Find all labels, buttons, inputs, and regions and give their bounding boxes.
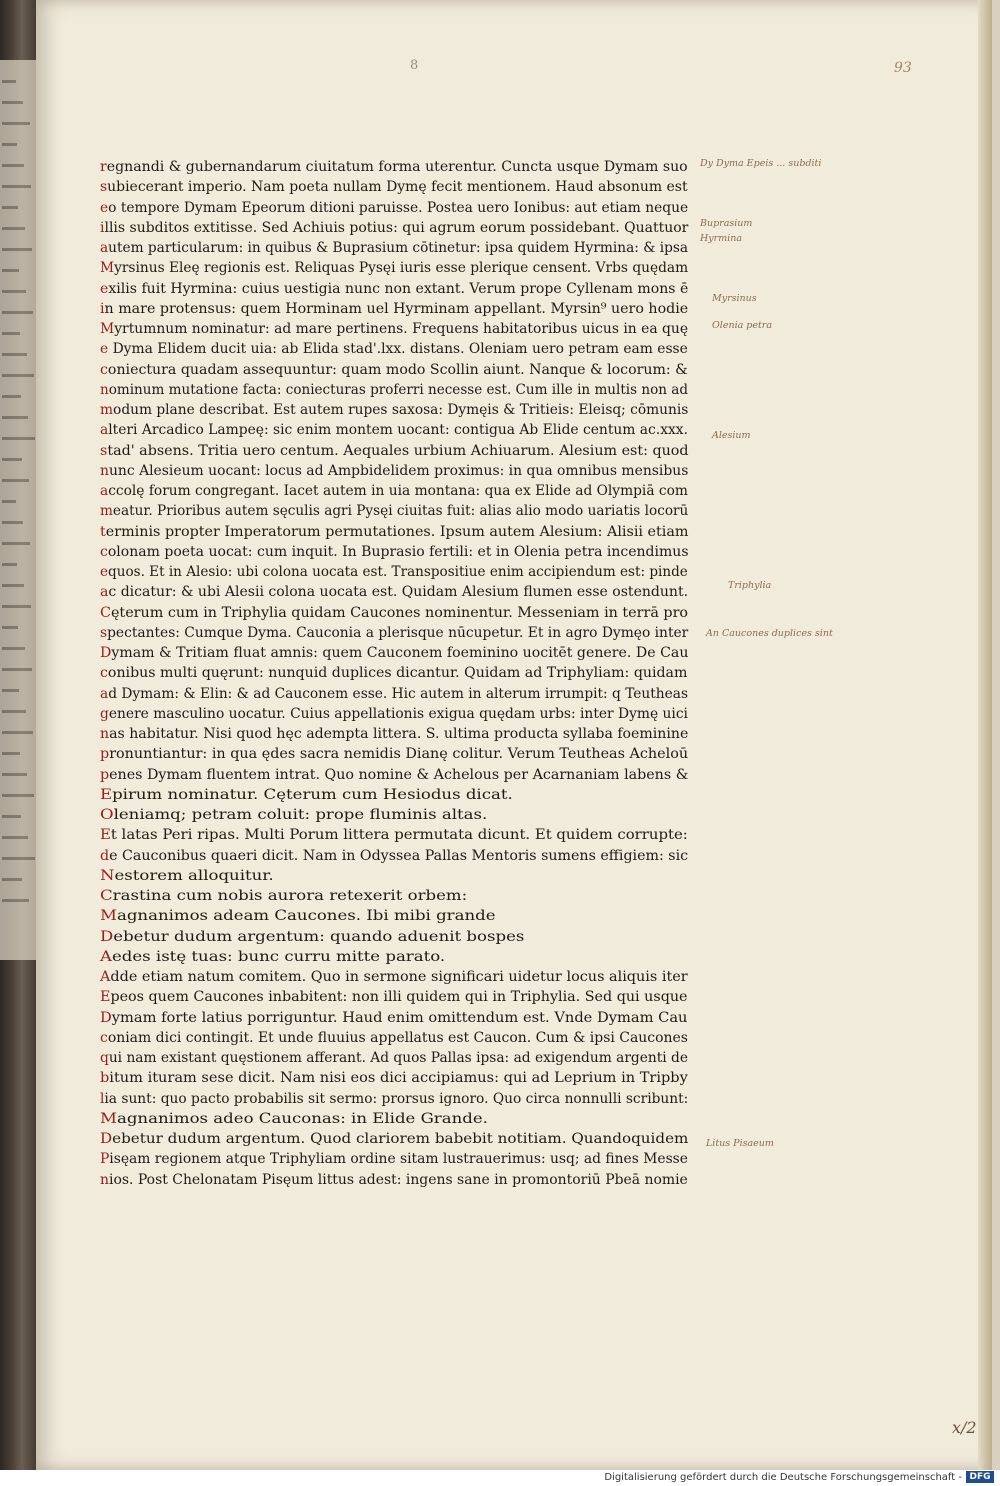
corner-signature-mark: x/2	[952, 1418, 977, 1437]
adjacent-page-text-trace	[2, 689, 19, 692]
adjacent-page-text-trace	[2, 584, 24, 587]
text-line: Oleniamq; petram coluit: prope fluminis altas.	[100, 807, 488, 823]
adjacent-page-text-trace	[2, 563, 17, 566]
text-line: e Dyma Elidem ducit uia: ab Elida stad'.lxx. distans. Oleniam uero petram eam esse	[100, 341, 688, 358]
adjacent-page-text-trace	[2, 206, 18, 209]
text-line: meatur. Prioribus autem sęculis agri Pysęi ciuitas fuit: alias alio modo uariatis locorū	[100, 503, 689, 520]
adjacent-page-text-trace	[2, 416, 28, 419]
text-line: spectantes: Cumque Dyma. Cauconia a plerisque nūcupetur. Et in agro Dymęo inter	[100, 624, 689, 641]
text-line: autem particularum: in quibus & Buprasium cōtinetur: ipsa quidem Hyrmina: & ipsa	[100, 240, 689, 256]
adjacent-page-text-trace	[2, 122, 30, 125]
adjacent-page-text-trace	[2, 437, 35, 440]
text-line: illis subditos extitisse. Sed Achiuis potius: qui agrum eorum possidebant. Quattuor	[100, 219, 689, 236]
marginal-note: Alesium	[712, 430, 751, 441]
text-line: coniectura quadam assequuntur: quam modo Scollin aiunt. Nanque & locorum: &	[100, 361, 688, 378]
adjacent-page-text-trace	[2, 332, 20, 335]
text-line: nas habitatur. Nisi quod hęc adempta littera. S. ultima producta syllaba foeminine	[100, 726, 689, 742]
text-line: Dymam forte latius porriguntur. Haud enim omittendum est. Vnde Dymam Cau	[100, 1009, 688, 1026]
adjacent-page-text-trace	[2, 899, 29, 902]
adjacent-page-text-trace	[2, 647, 25, 650]
text-line: Nestorem alloquitur.	[100, 867, 274, 884]
text-line: ac dicatur: & ubi Alesii colona uocata est. Quidam Alesium flumen esse ostendunt.	[100, 584, 689, 601]
text-line: conibus multi quęrunt: nunquid duplices dicantur. Quidam ad Triphyliam: quidam	[100, 665, 688, 682]
adjacent-page-text-trace	[2, 458, 22, 461]
text-line: Cęterum cum in Triphylia quidam Caucones nominentur. Messeniam in terrā pro	[100, 604, 689, 621]
adjacent-page-sliver	[0, 60, 38, 960]
adjacent-page-text-trace	[2, 353, 27, 356]
adjacent-page-text-trace	[2, 269, 19, 272]
text-line: Debetur dudum argentum. Quod clariorem babebit notitiam. Quandoquidem	[100, 1131, 689, 1147]
text-line: pronuntiantur: in qua ędes sacra nemidis Dianę colitur. Verum Teutheas Acheloū	[100, 746, 689, 763]
text-line: subiecerant imperio. Nam poeta nullam Dymę fecit mentionem. Haud absonum est	[100, 179, 688, 196]
text-line: Crastina cum nobis aurora retexerit orbem:	[100, 888, 468, 904]
footer-credit: Digitalisierung gefördert durch die Deutsche Forschungsgemeinschaft -	[604, 1472, 962, 1483]
adjacent-page-text-trace	[2, 500, 16, 503]
text-line: penes Dymam fluentem intrat. Quo nomine & Achelous per Acarnaniam labens &	[100, 766, 689, 783]
text-line: ad Dymam: & Elin: & ad Cauconem esse. Hic autem in alterum irrumpit: q Teutheas	[100, 685, 689, 702]
text-line: de Cauconibus quaeri dicit. Nam in Odyssea Pallas Mentoris sumens effigiem: sic	[100, 847, 689, 864]
text-line: Pisęam regionem atque Triphyliam ordine sitam lustrauerimus: usq; ad fines Messe	[100, 1151, 688, 1168]
adjacent-page-text-trace	[2, 605, 31, 608]
text-line: exilis fuit Hyrmina: cuius uestigia nunc non extant. Verum prope Cyllenam mons ē	[100, 280, 689, 297]
marginal-note: Dy Dyma Epeis ... subditi	[700, 158, 822, 169]
text-line: Myrtumnum nominatur: ad mare pertinens. Frequens habitatoribus uicus in ea quę	[100, 321, 689, 337]
text-line: Dymam & Tritiam fluat amnis: quem Cauconem foeminino uocitēt genere. De Cau	[100, 645, 689, 661]
marginal-note: Olenia petra	[712, 320, 773, 331]
dfg-logo: DFG	[966, 1471, 994, 1483]
adjacent-page-text-trace	[2, 101, 23, 104]
text-line: nunc Alesieum uocant: locus ad Ampbidelidem proximus: in qua omnibus mensibus	[100, 462, 689, 479]
adjacent-page-text-trace	[2, 80, 16, 83]
marginal-note: Triphylia	[728, 580, 772, 591]
adjacent-page-text-trace	[2, 626, 18, 629]
adjacent-page-text-trace	[2, 143, 17, 146]
adjacent-page-text-trace	[2, 836, 28, 839]
marginal-note: An Caucones duplices sint	[706, 628, 833, 639]
adjacent-page-text-trace	[2, 311, 33, 314]
marginal-note: Buprasium	[700, 218, 753, 229]
text-line: Et latas Peri ripas. Multi Porum littera permutata dicunt. Et quidem corrupte:	[100, 827, 688, 844]
text-line: eo tempore Dymam Epeorum ditioni paruisse. Postea uero Ionibus: aut etiam neque	[100, 199, 689, 216]
text-line: genere masculino uocatur. Cuius appellationis exigua quędam urbs: inter Dymę uici	[100, 705, 688, 722]
text-line: qui nam existant quęstionem afferant. Ad quos Pallas ipsa: ad exigendum argenti de	[100, 1050, 688, 1066]
page-fore-edge	[978, 0, 992, 1470]
adjacent-page-text-trace	[2, 374, 34, 377]
text-line: bitum ituram sese dicit. Nam nisi eos dici accipiamus: qui ad Leprium in Tripby	[100, 1070, 688, 1087]
text-line: terminis propter Imperatorum permutationes. Ipsum autem Alesium: Alisii etiam	[100, 523, 689, 540]
printed-page-number: 8	[410, 58, 419, 73]
adjacent-page-text-trace	[2, 731, 33, 734]
handwritten-folio-number: 93	[894, 60, 912, 76]
text-line: Adde etiam natum comitem. Quo in sermone significari uidetur locus aliquis iter	[100, 969, 688, 985]
text-line: Magnanimos adeam Caucones. Ibi mibi grande	[100, 908, 496, 925]
text-line: stad' absens. Tritia uero centum. Aequales urbium Achiuarum. Alesium est: quod	[100, 442, 689, 459]
text-line: Epeos quem Caucones inbabitent: non illi quidem qui in Triphylia. Sed qui usque	[100, 989, 688, 1006]
adjacent-page-text-trace	[2, 164, 24, 167]
adjacent-page-text-trace	[2, 542, 30, 545]
text-line: coniam dici contingit. Et unde fluuius appellatus est Caucon. Cum & ipsi Caucones	[100, 1029, 688, 1046]
text-column	[100, 157, 690, 1190]
text-line: modum plane describat. Est autem rupes saxosa: Dymęis & Tritieis: Eleisq; cōmunis	[100, 402, 689, 418]
adjacent-page-text-trace	[2, 857, 35, 860]
adjacent-page-text-trace	[2, 248, 32, 251]
text-line: accolę forum congregant. Iacet autem in uia montana: qua ex Elide ad Olympiā com	[100, 483, 688, 499]
adjacent-page-text-trace	[2, 479, 29, 482]
text-line: Magnanimos adeo Cauconas: in Elide Grande.	[100, 1110, 488, 1127]
text-line: alteri Arcadico Lampeę: sic enim montem uocant: contigua Ab Elide centum ac.xxx.	[100, 422, 688, 439]
adjacent-page-text-trace	[2, 227, 25, 230]
text-line: Debetur dudum argentum: quando aduenit bospes	[100, 928, 525, 945]
adjacent-page-text-trace	[2, 521, 23, 524]
adjacent-page-text-trace	[2, 752, 20, 755]
text-line: nominum mutatione facta: coniecturas proferri necesse est. Cum ille in multis non ad	[100, 381, 689, 398]
text-line: Epirum nominatur. Cęterum cum Hesiodus dicat.	[100, 786, 513, 803]
text-line: regnandi & gubernandarum ciuitatum forma uterentur. Cuncta usque Dymam suo	[100, 159, 688, 175]
adjacent-page-text-trace	[2, 395, 21, 398]
text-line: Aedes istę tuas: bunc curru mitte parato.	[100, 948, 446, 965]
marginal-note: Litus Pisaeum	[706, 1138, 774, 1149]
marginal-note: Hyrmina	[700, 233, 743, 244]
adjacent-page-text-trace	[2, 878, 22, 881]
marginal-note: Myrsinus	[712, 293, 757, 304]
text-line: colonam poeta uocat: cum inquit. In Buprasio fertili: et in Olenia petra incendimus	[100, 543, 689, 560]
text-line: Myrsinus Eleę regionis est. Reliquas Pysęi iuris esse plerique censent. Vrbs quędam	[100, 260, 689, 277]
adjacent-page-text-trace	[2, 668, 32, 671]
adjacent-page-text-trace	[2, 185, 31, 188]
adjacent-page-text-trace	[2, 710, 26, 713]
text-line: lia sunt: quo pacto probabilis sit sermo: prorsus ignoro. Quo circa nonnulli scribunt:	[100, 1090, 689, 1107]
adjacent-page-text-trace	[2, 815, 21, 818]
text-line: in mare protensus: quem Horminam uel Hyrminam appellant. Myrsin⁹ uero hodie	[100, 300, 689, 317]
adjacent-page-text-trace	[2, 773, 27, 776]
text-line: nios. Post Chelonatam Pisęum littus adest: ingens sane in promontoriū Pbeā nomie	[100, 1171, 688, 1188]
adjacent-page-text-trace	[2, 794, 34, 797]
adjacent-page-text-trace	[2, 290, 26, 293]
text-line: equos. Et in Alesio: ubi colona uocata est. Transpositiue enim accipiendum est: pinde	[100, 564, 688, 580]
